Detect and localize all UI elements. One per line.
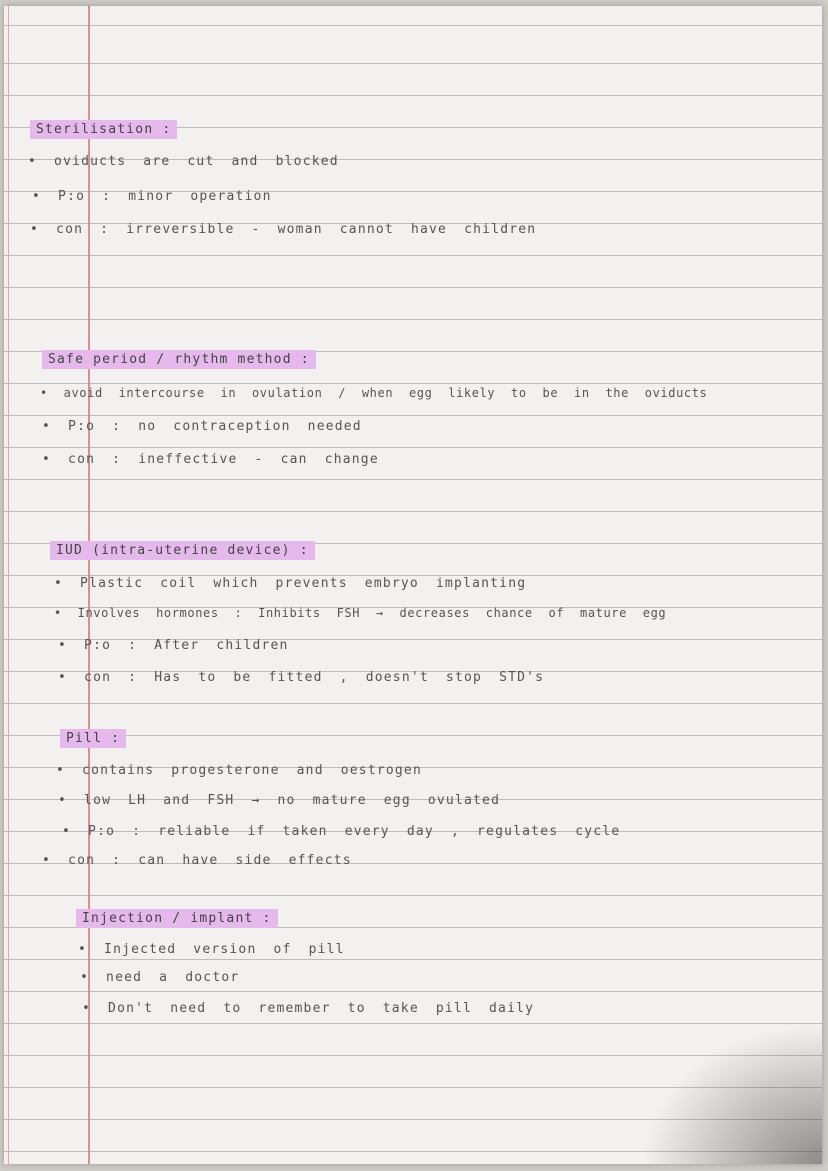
section-heading-sterilisation: Sterilisation :: [30, 122, 177, 137]
note-line: • Injected version of pill: [78, 942, 345, 957]
note-line: • P:o : no contraception needed: [42, 419, 362, 434]
note-line: • need a doctor: [80, 970, 240, 985]
corner-shadow: [642, 1024, 822, 1164]
note-line: • low LH and FSH → no mature egg ovulated: [58, 793, 501, 808]
note-line: • con : can have side effects: [42, 853, 352, 868]
note-line: • Plastic coil which prevents embryo implanting: [54, 576, 527, 591]
note-line: • contains progesterone and oestrogen: [56, 763, 422, 778]
note-line: • con : Has to be fitted , doesn't stop STD's: [58, 670, 545, 685]
note-line: • P:o : minor operation: [32, 189, 272, 204]
note-line: • con : ineffective - can change: [42, 452, 379, 467]
note-line: • oviducts are cut and blocked: [28, 154, 339, 169]
note-line: • Don't need to remember to take pill daily: [82, 1001, 535, 1016]
section-heading-pill: Pill :: [60, 731, 126, 746]
note-line: • Involves hormones : Inhibits FSH → decreases chance of mature egg: [54, 606, 667, 620]
left-edge-line: [8, 6, 9, 1164]
note-line: • con : irreversible - woman cannot have children: [30, 222, 537, 237]
note-line: • P:o : reliable if taken every day , regulates cycle: [62, 824, 621, 839]
notebook-page: [4, 6, 822, 1164]
section-heading-safe-period: Safe period / rhythm method :: [42, 352, 316, 367]
note-line: • avoid intercourse in ovulation / when egg likely to be in the oviducts: [40, 386, 708, 400]
note-line: • P:o : After children: [58, 638, 289, 653]
section-heading-iud: IUD (intra-uterine device) :: [50, 543, 315, 558]
section-heading-injection: Injection / implant :: [76, 911, 278, 926]
